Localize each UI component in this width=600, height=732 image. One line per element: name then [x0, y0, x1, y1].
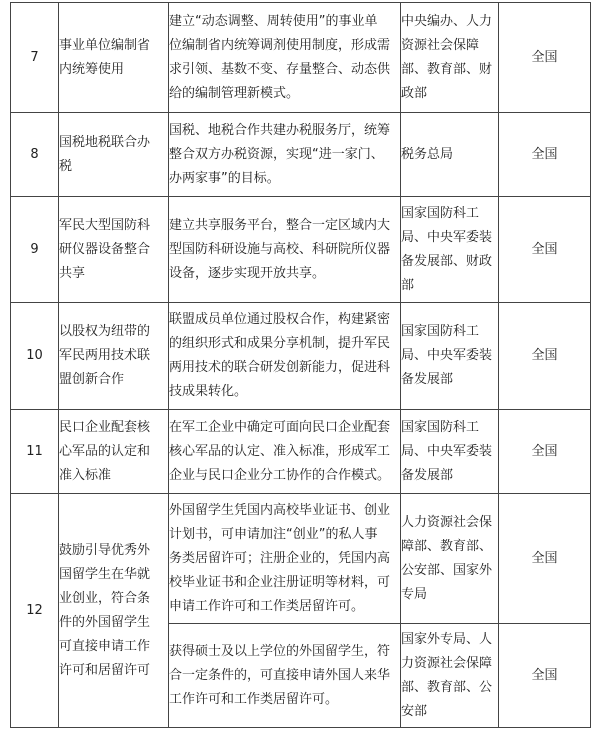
item-name: 军民大型国防科 研仪器设备整合 共享	[59, 197, 169, 303]
table-row	[11, 113, 591, 197]
responsible-departments: 国家外专局、人 力资源社会保障 部、教育部、公 安部	[401, 624, 499, 728]
item-name: 民口企业配套核 心军品的认定和 准入标准	[59, 410, 169, 494]
responsible-departments: 国家国防科工 局、中央军委装 备发展部	[401, 410, 499, 494]
policy-table	[10, 2, 591, 728]
row-number: 10	[11, 303, 59, 410]
item-content: 建立“动态调整、周转使用”的事业单 位编制省内统筹调剂使用制度，形成需 求引领、基数不变、存量整合、动态供 给的编制管理新模式。	[169, 3, 401, 113]
responsible-departments: 税务总局	[401, 113, 499, 197]
responsible-departments: 国家国防科工 局、中央军委装 备发展部、财政 部	[401, 197, 499, 303]
responsible-departments: 中央编办、人力 资源社会保障 部、教育部、财 政部	[401, 3, 499, 113]
row-number: 11	[11, 410, 59, 494]
item-content: 外国留学生凭国内高校毕业证书、创业 计划书，可申请加注“创业”的私人事 务类居留许可；注册企业的，凭国内高 校毕业证书和企业注册证明等材料，可 申请工作许可和工作类居留许可。	[169, 494, 401, 624]
item-content: 获得硕士及以上学位的外国留学生，符 合一定条件的，可直接申请外国人来华 工作许可和工作类居留许可。	[169, 624, 401, 728]
row-number: 8	[11, 113, 59, 197]
scope: 全国	[499, 624, 591, 728]
table-row	[11, 303, 591, 410]
item-name: 事业单位编制省 内统筹使用	[59, 3, 169, 113]
item-content: 建立共享服务平台，整合一定区域内大 型国防科研设施与高校、科研院所仪器 设备，逐步实现开放共享。	[169, 197, 401, 303]
responsible-departments: 人力资源社会保 障部、教育部、 公安部、国家外 专局	[401, 494, 499, 624]
row-number: 12	[11, 494, 59, 728]
scope: 全国	[499, 113, 591, 197]
item-content: 国税、地税合作共建办税服务厅，统筹 整合双方办税资源，实现“进一家门、 办两家事”的目标。	[169, 113, 401, 197]
item-name: 国税地税联合办 税	[59, 113, 169, 197]
scope: 全国	[499, 3, 591, 113]
table-row	[11, 197, 591, 303]
item-name: 以股权为纽带的 军民两用技术联 盟创新合作	[59, 303, 169, 410]
table-row	[11, 494, 591, 624]
scope: 全国	[499, 303, 591, 410]
item-content: 在军工企业中确定可面向民口企业配套 核心军品的认定、准入标准，形成军工 企业与民口企业分工协作的合作模式。	[169, 410, 401, 494]
responsible-departments: 国家国防科工 局、中央军委装 备发展部	[401, 303, 499, 410]
item-name: 鼓励引导优秀外 国留学生在华就 业创业，符合条 件的外国留学生 可直接申请工作 许可和居留许可	[59, 494, 169, 728]
scope: 全国	[499, 494, 591, 624]
scope: 全国	[499, 197, 591, 303]
table-row	[11, 3, 591, 113]
table-row	[11, 410, 591, 494]
row-number: 7	[11, 3, 59, 113]
item-content: 联盟成员单位通过股权合作，构建紧密 的组织形式和成果分享机制，提升军民 两用技术的联合研发创新能力，促进科 技成果转化。	[169, 303, 401, 410]
scope: 全国	[499, 410, 591, 494]
row-number: 9	[11, 197, 59, 303]
